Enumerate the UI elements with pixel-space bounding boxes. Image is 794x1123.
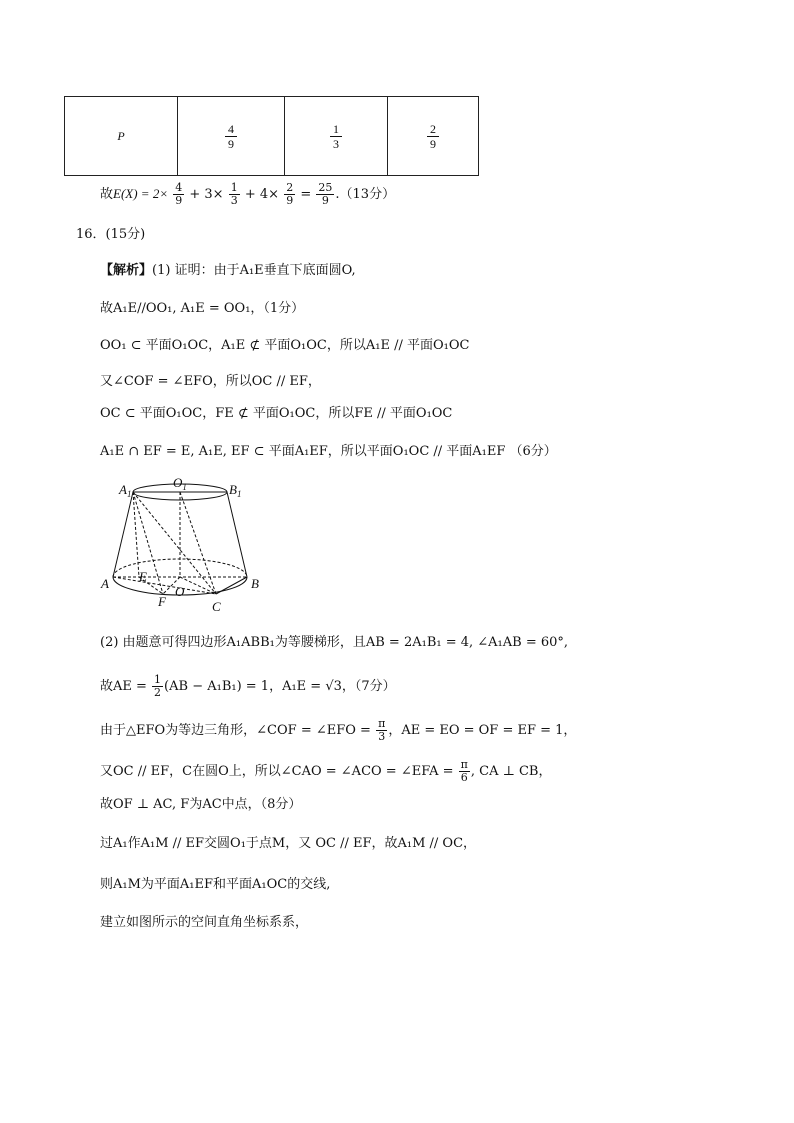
- label-F: F: [158, 594, 166, 609]
- denominator: 9: [228, 136, 234, 151]
- denominator: 9: [286, 194, 294, 207]
- text: + 4×: [244, 187, 280, 202]
- numerator: 1: [330, 122, 342, 137]
- table-cell: [285, 97, 388, 176]
- fraction: [376, 718, 387, 743]
- fraction: [284, 182, 295, 207]
- solution-line: 则A₁M为平面A₁EF和平面A₁OC的交线,: [100, 877, 331, 892]
- proof-line: 故A₁E//OO₁, A₁E = OO₁，（1分）: [100, 301, 305, 316]
- numerator: 4: [225, 122, 237, 137]
- analysis-tag: 【解析】: [100, 263, 153, 278]
- question-header: 16．(15分): [76, 227, 146, 242]
- label-O1: $O_1$: [173, 475, 187, 492]
- fraction: [330, 122, 342, 151]
- text: 又OC // EF，C在圆O上，所以∠CAO = ∠ACO = ∠EFA =: [100, 764, 454, 779]
- numerator: 1: [230, 181, 238, 194]
- text: 由于△EFO为等边三角形，∠COF = ∠EFO =: [100, 723, 371, 738]
- denominator: 3: [333, 136, 339, 151]
- label-B1: $B_1$: [229, 482, 242, 499]
- numerator: 2: [427, 122, 439, 137]
- solution-line: 过A₁作A₁M // EF交圆O₁于点M，又 OC // EF，故A₁M // OC，: [100, 836, 477, 851]
- segment-CB: [216, 577, 247, 594]
- denominator: 2: [154, 686, 162, 699]
- proof-line: 又∠COF = ∠EFO，所以OC // EF，: [100, 374, 321, 389]
- label-A1: $A_1$: [119, 482, 132, 499]
- numerator: 4: [175, 181, 183, 194]
- solution-intro: [100, 262, 356, 280]
- table-cell: [388, 97, 479, 176]
- label-O: O: [175, 584, 185, 599]
- text: 故AE =: [100, 679, 147, 694]
- denominator: 9: [430, 136, 436, 151]
- score-text: .（13分）: [335, 187, 396, 202]
- fraction: [427, 122, 439, 151]
- text: E(X) = 2×: [113, 186, 169, 201]
- fraction: [225, 122, 237, 151]
- solution-line: [100, 674, 396, 699]
- proof-line: A₁E ∩ EF = E, A₁E, EF ⊂ 平面A₁EF，所以平面O₁OC // 平面A₁EF （6分）: [100, 444, 557, 459]
- text: 故: [100, 187, 114, 202]
- denominator: 3: [230, 194, 238, 207]
- fraction: [229, 182, 240, 207]
- proof-line: OC ⊂ 平面O₁OC，FE ⊄ 平面O₁OC，所以FE // 平面O₁OC: [100, 406, 453, 421]
- left-side: [113, 492, 133, 577]
- table-row: [65, 97, 479, 176]
- table-label-cell: [65, 97, 178, 176]
- solution-line: [100, 759, 551, 784]
- text: , CA ⊥ CB，: [470, 764, 552, 779]
- label-A: A: [101, 576, 109, 591]
- distribution-table: [64, 96, 479, 176]
- text: (1) 证明：由于A₁E垂直下底面圆O,: [152, 263, 356, 278]
- fraction: [316, 182, 334, 207]
- solution-line: 故OF ⊥ AC, F为AC中点，（8分）: [100, 797, 302, 812]
- numerator: π: [378, 717, 386, 730]
- proof-line: OO₁ ⊂ 平面O₁OC，A₁E ⊄ 平面O₁OC，所以A₁E // 平面O₁OC: [100, 338, 470, 353]
- segment-O1C: [180, 492, 216, 594]
- numerator: π: [460, 758, 468, 771]
- segment-AC: [113, 577, 216, 594]
- label-E: E: [139, 569, 147, 584]
- label-B: B: [251, 576, 259, 591]
- numerator: 25: [318, 181, 333, 194]
- right-side: [227, 492, 247, 577]
- label-C: C: [212, 599, 221, 614]
- fraction: [152, 674, 163, 699]
- text: ，AE = EO = OF = EF = 1，: [388, 723, 577, 738]
- denominator: 9: [175, 194, 183, 207]
- denominator: 6: [460, 771, 468, 784]
- segment-A1F: [133, 492, 163, 594]
- solution-line: [100, 718, 576, 743]
- text: (AB − A₁B₁) = 1，A₁E = √3，（7分）: [164, 679, 396, 694]
- solution-line: (2) 由题意可得四边形A₁ABB₁为等腰梯形，且AB = 2A₁B₁ = 4, ∠A₁AB = 60°,: [100, 635, 569, 650]
- fraction: [173, 182, 184, 207]
- text: + 3×: [189, 187, 224, 202]
- denominator: 9: [321, 194, 329, 207]
- fraction: [459, 759, 470, 784]
- expectation-line: [100, 182, 395, 207]
- table-cell: [178, 97, 285, 176]
- table-label: P: [117, 128, 125, 143]
- numerator: 1: [154, 673, 162, 686]
- numerator: 2: [286, 181, 294, 194]
- solution-line: 建立如图所示的空间直角坐标系系，: [100, 915, 309, 930]
- denominator: 3: [378, 730, 386, 743]
- text: =: [300, 187, 312, 202]
- frustum-figure: [95, 472, 285, 620]
